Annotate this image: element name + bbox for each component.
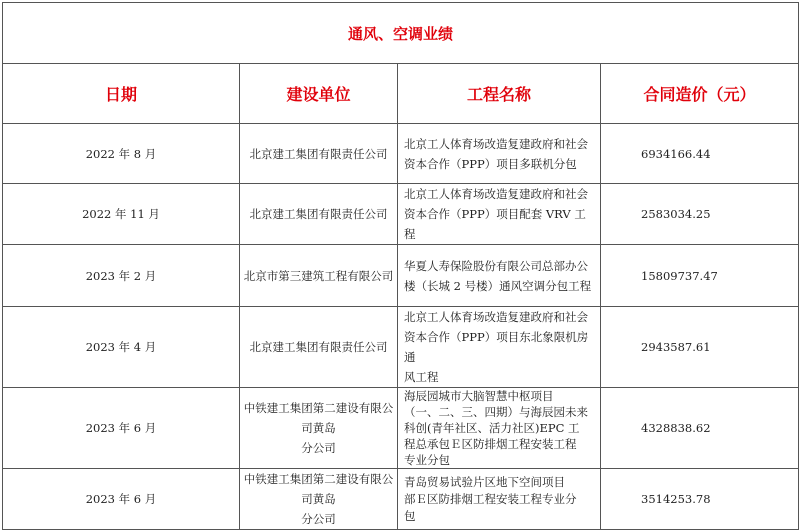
cell-unit-line: 北京建工集团有限责任公司 (249, 207, 388, 221)
cell-project (398, 184, 601, 245)
cell-date: 2023 年 4 月 (3, 307, 240, 388)
cell-price: 3514253.78 (601, 469, 799, 530)
cell-price: 2943587.61 (601, 307, 799, 388)
cell-unit (240, 184, 398, 245)
cell-unit (240, 307, 398, 388)
cell-project-line: （一、二、三、四期）与海辰园未来 (404, 405, 588, 419)
cell-project-line: 部Ｅ区防排烟工程安装工程专业分 (404, 491, 577, 506)
cell-date: 2023 年 6 月 (3, 469, 240, 530)
cell-project (398, 245, 601, 307)
performance-table (2, 2, 799, 530)
cell-project-line: 北京工人体育场改造复建政府和社会 (404, 136, 588, 151)
table-row (3, 245, 799, 307)
header-date: 日期 (3, 64, 240, 124)
header-unit: 建设单位 (240, 64, 398, 124)
cell-price: 6934166.44 (601, 124, 799, 184)
cell-date: 2022 年 11 月 (3, 184, 240, 245)
cell-unit-line: 中铁建工集团第二建设有限公司黄岛 (243, 472, 394, 506)
cell-project (398, 307, 601, 388)
table-row (3, 184, 799, 245)
cell-price: 2583034.25 (601, 184, 799, 245)
cell-project (398, 469, 601, 530)
cell-project-line: 北京工人体育场改造复建政府和社会 (404, 187, 588, 201)
cell-unit-line: 北京建工集团有限责任公司 (249, 146, 388, 161)
cell-date: 2022 年 8 月 (3, 124, 240, 184)
cell-date: 2023 年 6 月 (3, 388, 240, 469)
performance-sheet (2, 2, 798, 530)
cell-project-line: 风工程 (404, 370, 439, 384)
table-row (3, 388, 799, 469)
cell-project-line: 程总承包Ｅ区防排烟工程安装工程 (404, 437, 577, 451)
cell-unit (240, 469, 398, 530)
cell-project-line: 资本合作（PPP）项目东北象限机房通 (404, 330, 589, 364)
cell-price: 15809737.47 (601, 245, 799, 307)
table-row (3, 124, 799, 184)
table-row (3, 307, 799, 388)
cell-project (398, 388, 601, 469)
cell-unit (240, 245, 398, 307)
cell-unit-line: 北京市第三建筑工程有限公司 (243, 268, 394, 283)
cell-project-line: 楼（长城 2 号楼）通风空调分包工程 (404, 278, 592, 293)
cell-unit (240, 388, 398, 469)
header-project: 工程名称 (398, 64, 601, 124)
cell-project-line: 华夏人寿保险股份有限公司总部办公 (404, 258, 588, 273)
cell-project-line: 专业分包 (404, 453, 450, 467)
table-title: 通风、空调业绩 (3, 3, 799, 64)
cell-project-line: 包 (404, 508, 416, 523)
cell-project (398, 124, 601, 184)
table-row (3, 469, 799, 530)
cell-project-line: 青岛贸易试验片区地下空间项目 (404, 474, 565, 489)
cell-project-line: 北京工人体育场改造复建政府和社会 (404, 310, 588, 324)
header-price: 合同造价（元） (601, 64, 799, 124)
cell-project-line: 海辰园城市大脑智慧中枢项目 (404, 389, 554, 403)
cell-price: 4328838.62 (601, 388, 799, 469)
cell-unit-line: 北京建工集团有限责任公司 (249, 340, 388, 354)
cell-project-line: 资本合作（PPP）项目配套 VRV 工程 (404, 207, 586, 241)
cell-project-line: 科创(青年社区、活力社区)EPC 工 (404, 421, 580, 435)
cell-project-line: 资本合作（PPP）项目多联机分包 (404, 156, 577, 171)
cell-unit-line: 中铁建工集团第二建设有限公司黄岛 (243, 401, 394, 435)
cell-unit-line: 分公司 (301, 441, 336, 455)
cell-date: 2023 年 2 月 (3, 245, 240, 307)
cell-unit-line: 分公司 (301, 512, 336, 526)
header-row (3, 64, 799, 124)
cell-unit (240, 124, 398, 184)
